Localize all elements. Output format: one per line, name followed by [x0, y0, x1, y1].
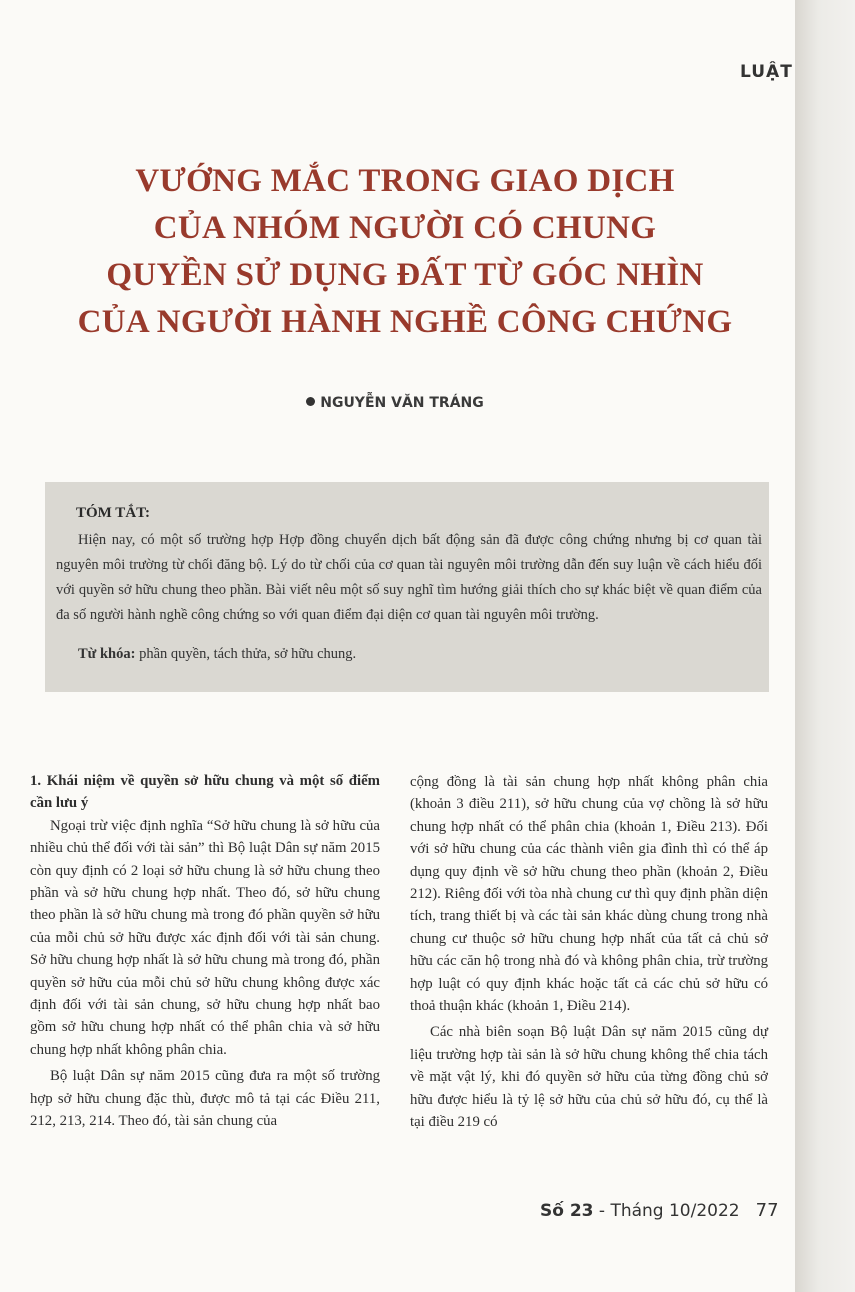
- abstract-heading: TÓM TẮT:: [76, 505, 151, 521]
- left-column: [30, 770, 380, 1133]
- title-line: CỦA NGƯỜI HÀNH NGHỀ CÔNG CHỨNG: [77, 304, 733, 340]
- keywords-label: Từ khóa:: [78, 646, 136, 662]
- abstract-text: Hiện nay, có một số trường hợp Hợp đồng chuyển dịch bất động sản đã được công chứng nhưng bị cơ quan tài nguyên môi trường từ chối đăng bộ. Lý do từ chối của cơ quan tài nguyên môi trường dẫn đến suy luận về cách hiểu đối với quyền sở hữu chung theo phần. Bài viết nêu một số suy nghĩ tìm hướng giải thích cho sự khác biệt về quan điểm của đa số người hành nghề công chứng so với quan điểm đại diện cơ quan tài nguyên môi trường.: [56, 532, 762, 623]
- keywords: [78, 646, 758, 663]
- bullet-icon: [306, 397, 315, 406]
- title-line: VƯỚNG MẮC TRONG GIAO DỊCH: [135, 163, 675, 199]
- paragraph: Ngoại trừ việc định nghĩa “Sở hữu chung là sở hữu của nhiều chủ thể đối với tài sản” thì Bộ luật Dân sự năm 2015 còn quy định có 2 loại sở hữu chung là sở hữu chung theo phần và sở hữu chung hợp nhất. Theo đó, sở hữu chung theo phần là sở hữu chung mà trong đó phần quyền sở hữu của mỗi chủ sở hữu được xác định đối với tài sản chung. Sở hữu chung hợp nhất là sở hữu chung mà trong đó, phần quyền sở hữu của mỗi chủ sở hữu chung không được xác định đối với tài sản chung, sở hữu chung hợp nhất bao gồm sở hữu chung hợp nhất có thể phân chia và sở hữu chung hợp nhất không phân chia.: [30, 817, 380, 1058]
- title-line: CỦA NHÓM NGƯỜI CÓ CHUNG: [153, 210, 657, 246]
- title-line: QUYỀN SỬ DỤNG ĐẤT TỪ GÓC NHÌN: [106, 257, 704, 293]
- paragraph: Bộ luật Dân sự năm 2015 cũng đưa ra một số trường hợp sở hữu chung đặc thù, được mô tả tại các Điều 211, 212, 213, 214. Theo đó, tài sản chung của: [30, 1068, 380, 1130]
- page-number: 77: [755, 1200, 779, 1221]
- section-tag: LUẬT: [740, 62, 793, 82]
- article-title: [20, 158, 790, 346]
- paragraph: Các nhà biên soạn Bộ luật Dân sự năm 2015 cũng dự liệu trường hợp tài sản là sở hữu chung không thể chia tách về mặt vật lý, khi đó quyền sở hữu của từng đồng chủ sở hữu được hiểu là tỷ lệ sở hữu của chủ sở hữu đó, cụ thể là tại điều 219 có: [410, 1024, 768, 1131]
- issue-date: - Tháng 10/2022: [593, 1201, 740, 1221]
- author-name: NGUYỄN VĂN TRÁNG: [320, 395, 484, 411]
- issue-label: Số 23: [540, 1201, 594, 1221]
- abstract-body: [56, 528, 762, 628]
- keywords-text: phần quyền, tách thửa, sở hữu chung.: [135, 646, 357, 662]
- right-column: [410, 771, 768, 1134]
- paragraph: cộng đồng là tài sản chung hợp nhất không phân chia (khoản 3 điều 211), sở hữu chung của vợ chồng là sở hữu chung hợp nhất có thể phân chia (khoản 1, Điều 213). Đối với sở hữu chung của các thành viên gia đình thì có thể áp dụng quy định về sở hữu chung theo phần (khoản 2, Điều 212). Riêng đối với tòa nhà chung cư thì quy định phần diện tích, trang thiết bị và các tài sản khác dùng chung trong nhà chung cư thuộc sở hữu chung hợp nhất của tất cả chủ sở hữu các căn hộ trong nhà đó và không phân chia, trừ trường hợp luật có quy định khác hoặc tất cả các chủ sở hữu có thoả thuận khác (khoản 1, Điều 214).: [410, 774, 768, 1015]
- page-edge: [795, 0, 855, 1292]
- section-heading: 1. Khái niệm về quyền sở hữu chung và một số điểm cần lưu ý: [30, 773, 380, 812]
- author-line: [0, 395, 790, 411]
- page-footer: [540, 1200, 779, 1221]
